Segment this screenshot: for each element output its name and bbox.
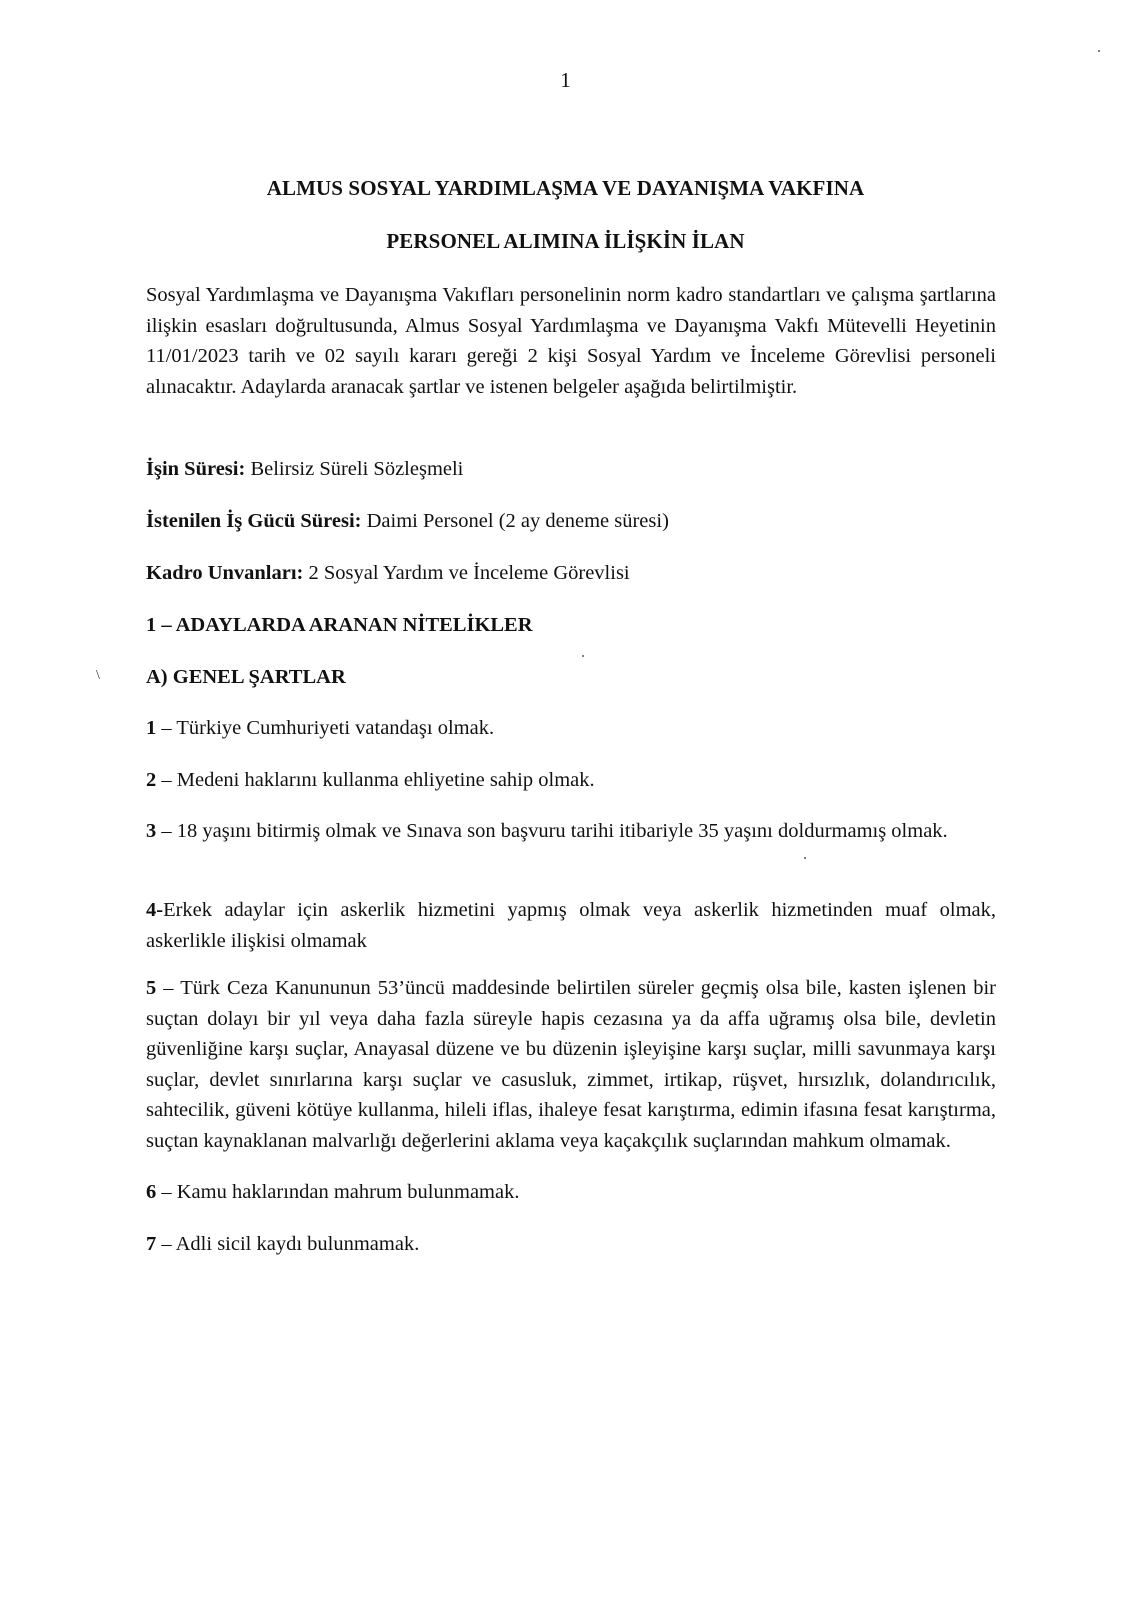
scan-speck	[804, 857, 806, 859]
item-separator: –	[156, 1233, 176, 1255]
field-value: Belirsiz Süreli Sözleşmeli	[245, 458, 464, 480]
item-number: 1	[146, 717, 157, 739]
scan-speck	[1098, 50, 1100, 52]
item-number: 6	[146, 1181, 157, 1203]
item-number: 3	[146, 820, 157, 842]
item-separator: -	[156, 899, 164, 921]
list-item	[146, 713, 996, 744]
document-subtitle: PERSONEL ALIMINA İLİŞKİN İLAN	[386, 229, 745, 253]
document-title: ALMUS SOSYAL YARDIMLAŞMA VE DAYANIŞMA VAKFINA	[266, 176, 865, 200]
field-label: İşin Süresi:	[146, 458, 246, 480]
list-item	[146, 1177, 996, 1208]
item-separator: –	[156, 717, 177, 739]
item-text: Kamu haklarından mahrum bulunmamak.	[176, 1181, 520, 1203]
page-number: 1	[560, 68, 571, 92]
field-label: Kadro Unvanları:	[146, 562, 304, 584]
item-text: Türkiye Cumhuriyeti vatandaşı olmak.	[176, 717, 495, 739]
item-text: Medeni haklarını kullanma ehliyetine sahip olmak.	[176, 769, 595, 791]
item-separator: –	[156, 1181, 177, 1203]
field-workforce-duration	[146, 506, 996, 537]
list-item	[146, 895, 996, 956]
subsection-title: A) GENEL ŞARTLAR	[146, 666, 346, 688]
field-job-duration	[146, 454, 996, 485]
section-title: 1 – ADAYLARDA ARANAN NİTELİKLER	[146, 614, 533, 636]
list-item	[146, 973, 996, 1156]
list-item	[146, 765, 996, 796]
intro-paragraph: Sosyal Yardımlaşma ve Dayanışma Vakıfları personelinin norm kadro standartları ve çalışma şartlarına ilişkin esasları doğrultusunda, Almus Sosyal Yardımlaşma ve Dayanışma Vakfı Mütevelli Heyetinin 11/01/2023 tarih ve 02 sayılı kararı gereği 2 kişi Sosyal Yardım ve İnceleme Görevlisi personeli alınacaktır. Adaylarda aranacak şartlar ve istenen belgeler aşağıda belirtilmiştir.	[146, 284, 996, 398]
item-text: 18 yaşını bitirmiş olmak ve Sınava son başvuru tarihi itibariyle 35 yaşını doldurmamış olmak.	[176, 820, 948, 842]
item-separator: –	[156, 769, 177, 791]
item-separator: –	[156, 820, 177, 842]
field-label: İstenilen İş Gücü Süresi:	[146, 510, 362, 532]
item-number: 4	[146, 899, 157, 921]
list-item	[146, 816, 996, 847]
field-value: Daimi Personel (2 ay deneme süresi)	[361, 510, 669, 532]
field-value: 2 Sosyal Yardım ve İnceleme Görevlisi	[303, 562, 630, 584]
item-separator: –	[156, 977, 181, 999]
item-text: Adli sicil kaydı bulunmamak.	[175, 1233, 420, 1255]
item-text: Türk Ceza Kanununun 53’üncü maddesinde belirtilen süreler geçmiş olsa bile, kasten işlenen bir suçtan dolayı bir yıl veya daha fazla süreyle hapis cezasına ya da affa uğramış olsa bile, devletin güvenliğine karşı suçlar, Anayasal düzene ve bu düzenin işleyişine karşı suçlar, milli savunmaya karşı suçlar, devlet sınırlarına karşı suçlar ve casusluk, zimmet, irtikap, rüşvet, hırsızlık, dolandırıcılık, sahtecilik, güveni kötüye kullanma, hileli iflas, ihaleye fesat karıştırma, edimin ifasına fesat karıştırma, suçtan kaynaklanan malvarlığı değerlerini aklama veya kaçakçılık suçlarından mahkum olmamak.	[146, 977, 996, 1152]
item-number: 2	[146, 769, 157, 791]
scan-speck	[582, 655, 584, 657]
item-number: 7	[146, 1233, 157, 1255]
field-position-titles	[146, 558, 996, 589]
list-item	[146, 1229, 996, 1260]
item-number: 5	[146, 977, 157, 999]
scan-mark: \	[96, 668, 100, 683]
item-text: Erkek adaylar için askerlik hizmetini yapmış olmak veya askerlik hizmetinden muaf olmak, askerlikle ilişkisi olmamak	[146, 899, 996, 952]
